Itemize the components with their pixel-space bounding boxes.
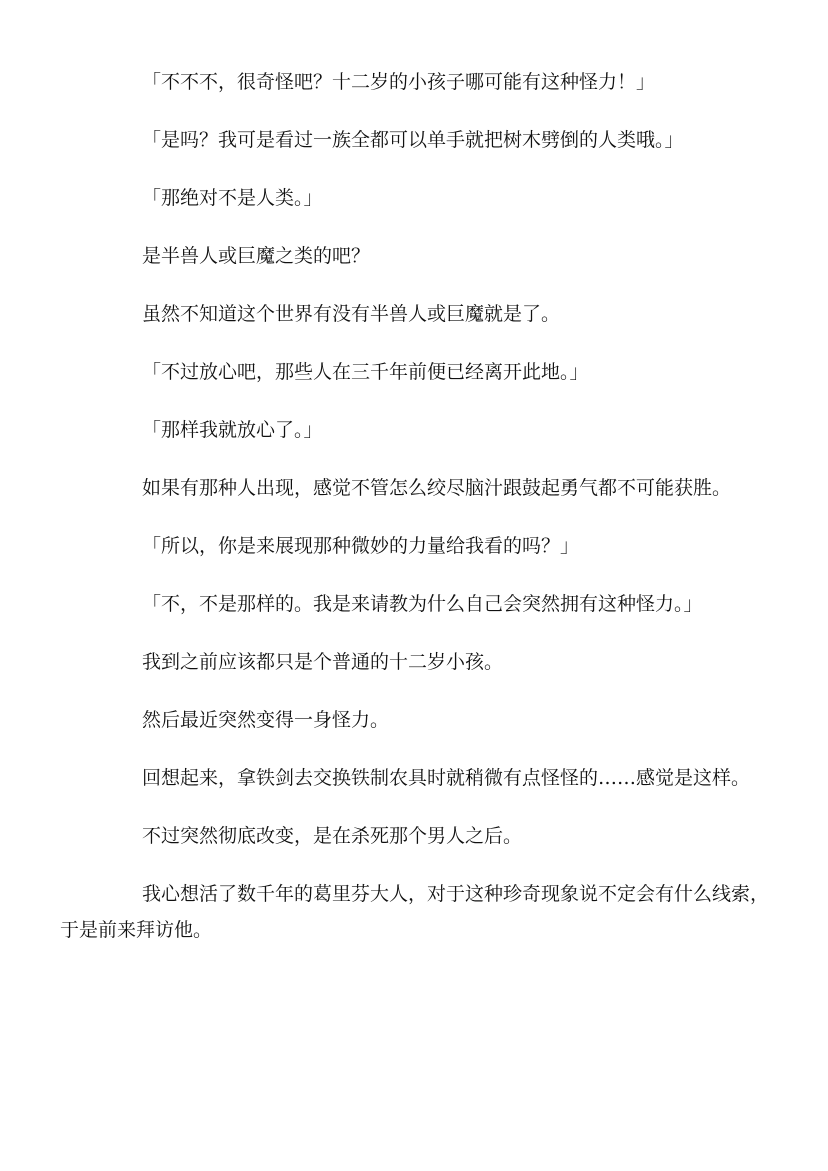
paragraph-4: 是半兽人或巨魔之类的吧？: [142, 245, 371, 267]
paragraph-14: 不过突然彻底改变，是在杀死那个男人之后。: [142, 825, 523, 847]
paragraph-13: 回想起来，拿铁剑去交换铁制农具时就稍微有点怪怪的……感觉是这样。: [142, 767, 751, 789]
paragraph-11: 我到之前应该都只是个普通的十二岁小孩。: [142, 651, 504, 673]
paragraph-6: 「不过放心吧，那些人在三千年前便已经离开此地。」: [142, 361, 589, 383]
paragraph-10: 「不，不是那样的。我是来请教为什么自己会突然拥有这种怪力。」: [142, 593, 703, 615]
paragraph-7: 「那样我就放心了。」: [142, 419, 323, 441]
paragraph-12: 然后最近突然变得一身怪力。: [142, 709, 390, 731]
paragraph-15: 我心想活了数千年的葛里芬大人，对于这种珍奇现象说不定会有什么线索，于是前来拜访他。: [60, 883, 770, 941]
document-body: [60, 64, 772, 970]
paragraph-8: 如果有那种人出现，感觉不管怎么绞尽脑汁跟鼓起勇气都不可能获胜。: [142, 477, 732, 499]
paragraph-1: 「不不不，很奇怪吧？十二岁的小孩子哪可能有这种怪力！」: [142, 71, 656, 93]
paragraph-5: 虽然不知道这个世界有没有半兽人或巨魔就是了。: [142, 303, 561, 325]
paragraph-2: 「是吗？我可是看过一族全都可以单手就把树木劈倒的人类哦。」: [142, 129, 684, 151]
paragraph-9: 「所以，你是来展现那种微妙的力量给我看的吗？」: [142, 535, 580, 557]
paragraph-3: 「那绝对不是人类。」: [142, 187, 323, 209]
